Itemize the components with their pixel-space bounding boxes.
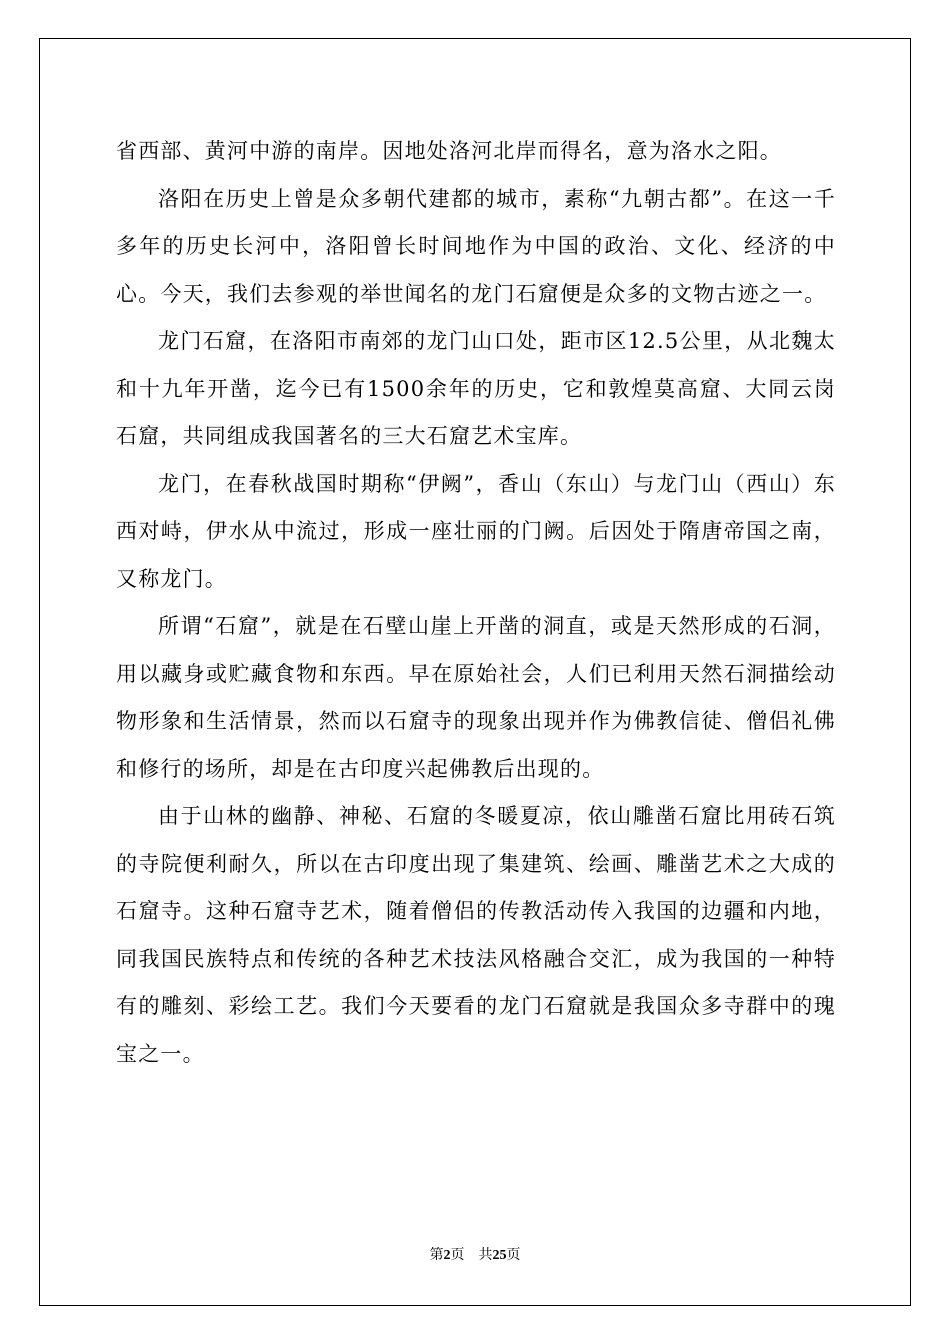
paragraph-continuation: 省西部、黄河中游的南岸。因地处洛河北岸而得名，意为洛水之阳。 bbox=[116, 139, 782, 163]
footer-page-prefix: 第 bbox=[429, 1247, 444, 1263]
paragraph: 由于山林的幽静、神秘、石窟的冬暖夏凉，依山雕凿石窟比用砖石筑的寺院便利耐久，所以在古印度出现了集建筑、绘画、雕凿艺术之大成的石窟寺。这种石窟寺艺术，随着僧侣的传教活动传入我国的边疆和内地，同我国民族特点和传统的各种艺术技法风格融合交汇，成为我国的一种特有的雕刻、彩绘工艺。我们今天要看的龙门石窟就是我国众多寺群中的瑰宝之一。 bbox=[116, 804, 836, 1066]
total-page-count: 25 bbox=[492, 1248, 507, 1263]
current-page-number: 2 bbox=[443, 1248, 451, 1263]
document-body bbox=[116, 128, 836, 1078]
footer-total-prefix: 共 bbox=[478, 1247, 493, 1263]
paragraph: 洛阳在历史上曾是众多朝代建都的城市，素称“九朝古都”。在这一千多年的历史长河中，洛阳曾长时间地作为中国的政治、文化、经济的中心。今天，我们去参观的举世闻名的龙门石窟便是众多的文物古迹之一。 bbox=[116, 186, 836, 306]
paragraph: 所谓“石窟”，就是在石壁山崖上开凿的洞直，或是天然形成的石洞，用以藏身或贮藏食物和东西。早在原始社会，人们已利用天然石洞描绘动物形象和生活情景，然而以石窟寺的现象出现并作为佛教信徒、僧侣礼佛和修行的场所，却是在古印度兴起佛教后出现的。 bbox=[116, 614, 836, 781]
paragraph: 龙门，在春秋战国时期称“伊阙”，香山（东山）与龙门山（西山）东西对峙，伊水从中流过，形成一座壮丽的门阙。后因处于隋唐帝国之南，又称龙门。 bbox=[116, 471, 836, 591]
paragraph: 龙门石窟，在洛阳市南郊的龙门山口处，距市区12.5公里，从北魏太和十九年开凿，迄今已有1500余年的历史，它和敦煌莫高窟、大同云岗石窟，共同组成我国著名的三大石窟艺术宝库。 bbox=[116, 329, 836, 448]
footer-total-unit: 页 bbox=[506, 1247, 521, 1263]
page-footer bbox=[0, 1246, 950, 1265]
footer-page-unit: 页 bbox=[450, 1247, 465, 1263]
